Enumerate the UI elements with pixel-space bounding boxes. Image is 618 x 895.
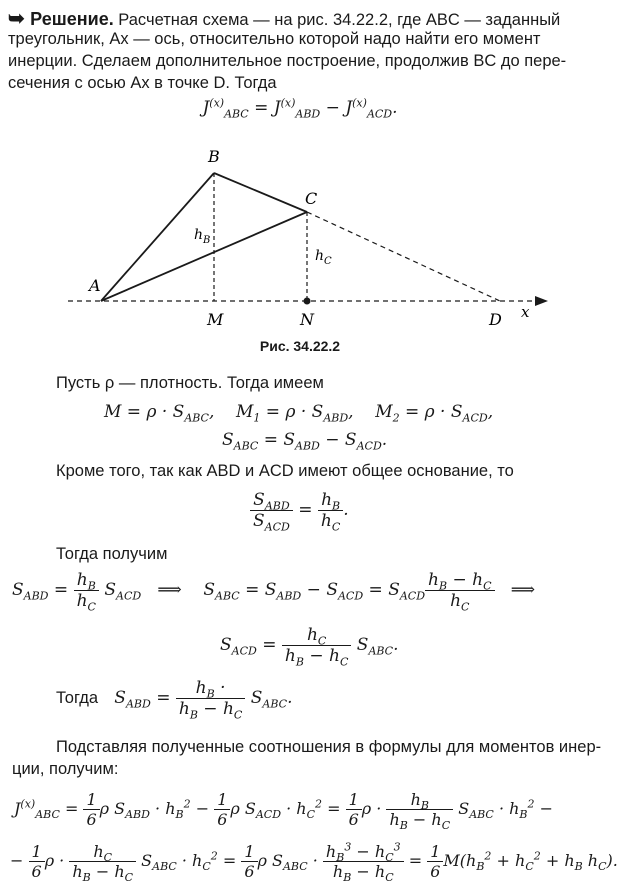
intro-line-2: треугольник, Ax — ось, относительно которой надо найти его момент (8, 30, 541, 48)
label-hc: h (315, 248, 325, 264)
label-m: M (207, 310, 224, 329)
label-hc-sub: C (324, 256, 332, 267)
equation-3: $S_{ABC} = S_{ABD} - S_{ACD}$. (222, 430, 388, 453)
intro-line-1 (8, 6, 560, 31)
equation-6: $S_{ACD}$ = $\frac{h_C}{h_B - h_C}$ $S_{ABC}$. (220, 625, 399, 669)
solution-heading: Решение. (30, 9, 114, 29)
label-b: B (208, 147, 220, 166)
equation-8-line-1: $J^{(x)}_{ABC}$ = $\frac{1}{6}$ ρ $S_{ABD} \cdot h_B^2$ − $\frac{1}{6}$ ρ $S_{ACD} \cdot h_C^2$ = $\frac{1}{6}$ ρ · $\frac{h_B}{h_B - h_C}$ $S_{ABC} \cdot h_B^2$ − (14, 790, 554, 833)
label-c: C (305, 189, 318, 208)
label-hb-sub: B (203, 235, 211, 246)
label-d: D (489, 310, 502, 329)
equation-8-line-2: − $\frac{1}{6}$ ρ · $\frac{h_C}{h_B - h_C}$ $S_{ABC} \cdot h_C^2$ = $\frac{1}{6}$ ρ $S_{ABC}$ · $\frac{h_B^3 - h_C^3}{h_B - h_C}$ = $\frac{1}{6}$ $M(h_B^2 + h_C^2 + h_B$ $h_C$). (10, 840, 618, 885)
point-n-dot (304, 298, 311, 305)
side-ac (101, 212, 307, 301)
paragraph-density: Пусть ρ — плотность. Тогда имеем (56, 374, 324, 392)
intro-line-3: инерции. Сделаем дополнительное построение, продолжив BC до пере- (8, 52, 567, 70)
intro-line-1-text: Расчетная схема — на рис. 34.22.2, где ABC — заданный (113, 11, 561, 29)
side-bc (214, 173, 307, 212)
arrow-icon: ➥ (8, 8, 25, 30)
equation-1: $J^{(x)}_{ABC} = J^{(x)}_{ABD} - J^{(x)}_{ACD}$. (202, 96, 398, 121)
paragraph-common-base: Кроме того, так как ABD и ACD имеют общее основание, то (56, 462, 514, 480)
paragraph-substitute-2: ции, получим: (12, 760, 119, 778)
equation-4: $\frac{S_{ABD}}{S_{ACD}}$ = $\frac{h_B}{h_C}$ . (250, 490, 349, 531)
intro-line-4: сечения с осью Ax в точке D. Тогда (8, 74, 277, 92)
figure-34-22-2 (0, 135, 600, 350)
then-word: Тогда (56, 689, 99, 707)
paragraph-then-get: Тогда получим (56, 545, 168, 563)
equation-7: Тогда $S_{ABD}$ = $\frac{h_B \cdot}{h_B - h_C}$ $S_{ABC}$. (56, 678, 293, 722)
label-a: A (89, 276, 101, 295)
figure-caption: Рис. 34.22.2 (259, 338, 341, 354)
label-n: N (300, 310, 314, 329)
equation-5: $S_{ABD}$ = $\frac{h_B}{h_C}$ $S_{ACD}$ ⟹ $S_{ABC} = S_{ABD} - S_{ACD} = S_{ACD}$ $\frac{h_B - h_C}{h_C}$ ⟹ (12, 570, 536, 614)
label-hb: h (194, 227, 204, 243)
label-x: x (521, 303, 530, 321)
equation-2: $M = \rho \cdot S_{ABC}$, $M_1 = \rho \cdot S_{ABD}$, $M_2 = \rho \cdot S_{ACD}$, (104, 402, 494, 425)
paragraph-substitute-1: Подставляя полученные соотношения в формулы для моментов инер- (56, 738, 602, 756)
extension-cd (307, 212, 500, 301)
axis-arrow-icon (535, 296, 548, 306)
